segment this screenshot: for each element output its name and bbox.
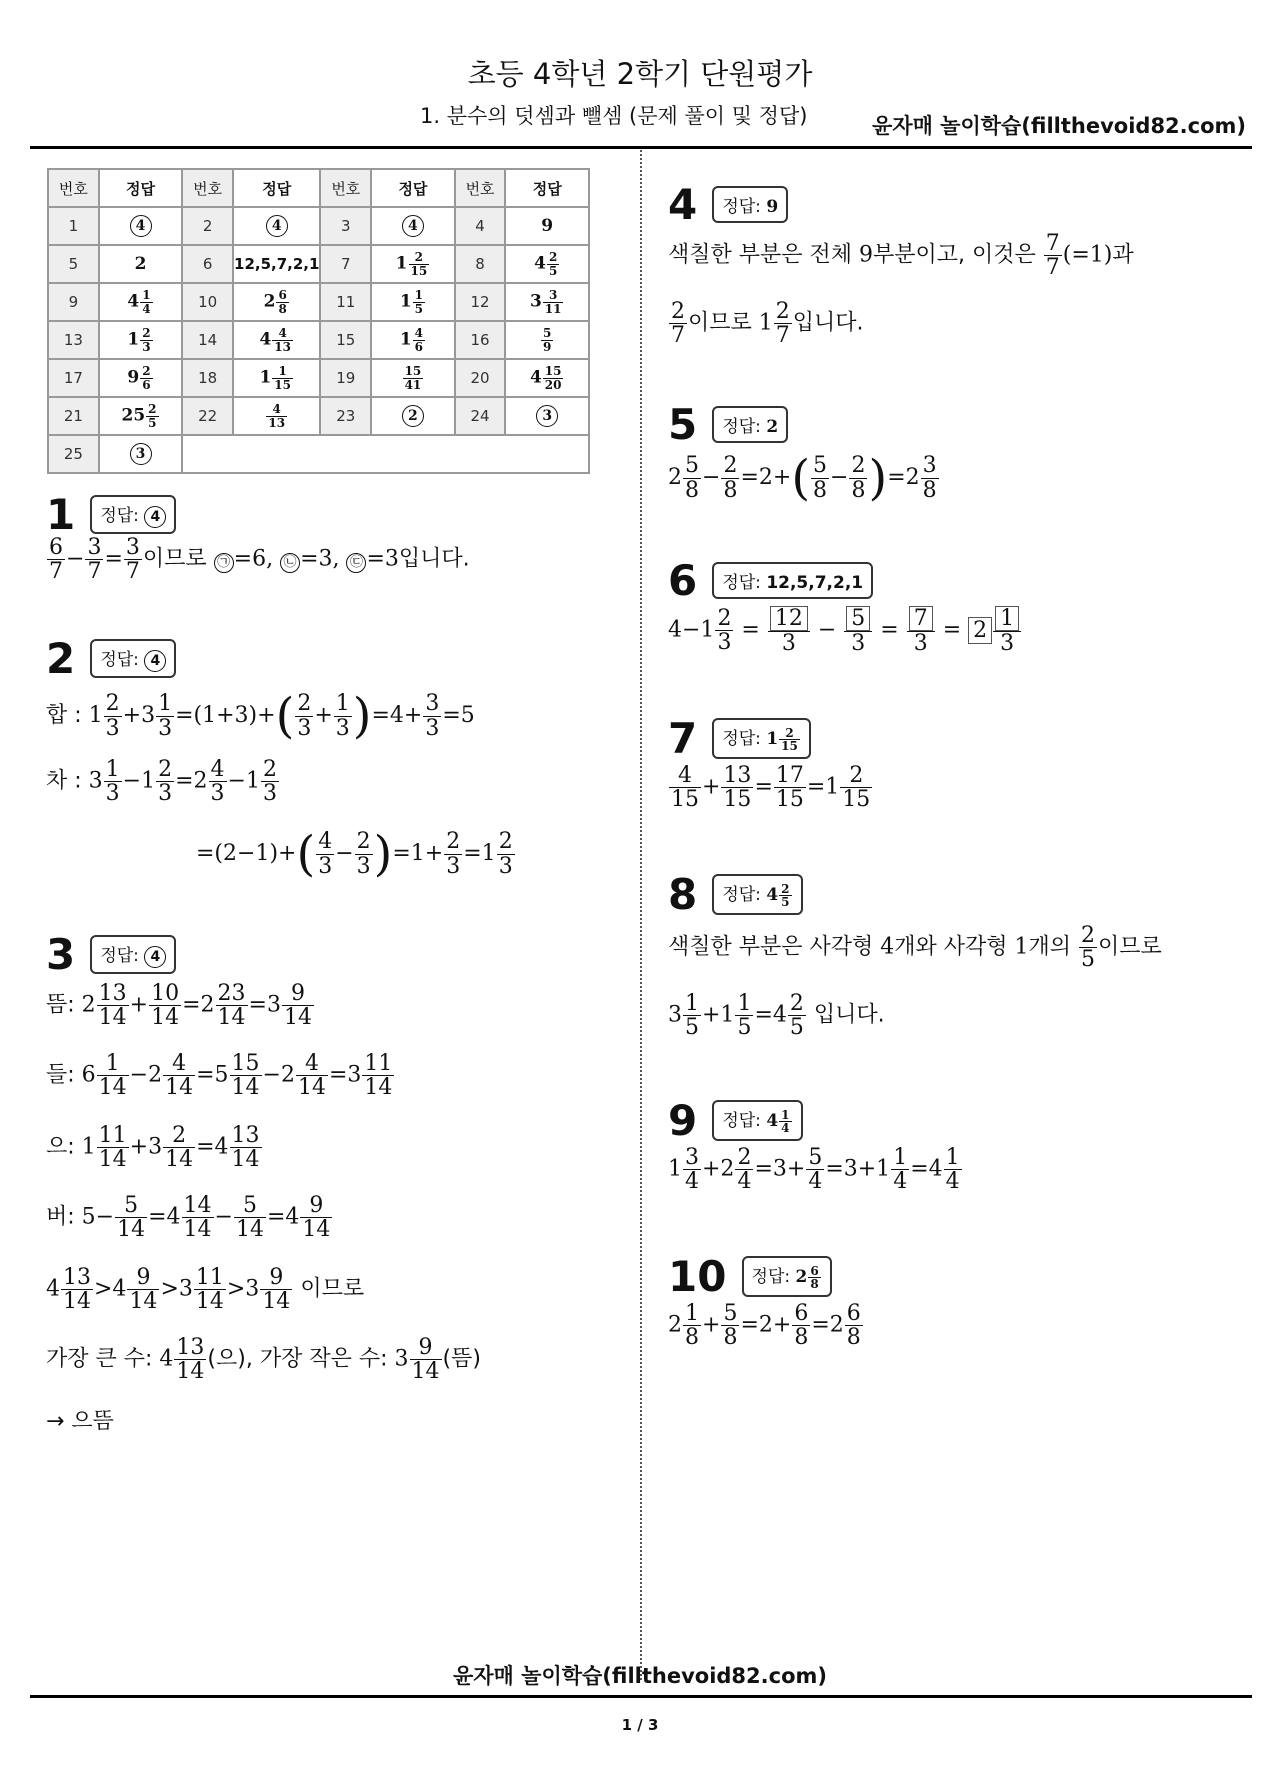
question-8-line2: 3 $\frac{1}{5}$ +1 $\frac{1}{5}$ =4 $\frac{2}{5}$ 입니다. [668,991,885,1041]
question-number: 10 [668,1252,727,1301]
answer-badge: 정답: 1 $\frac{2}{15}$ [712,718,811,759]
answer-cell: 2 [371,397,455,435]
question-number: 7 [668,714,698,763]
question-1-solution: $\frac{6}{7}$ − $\frac{3}{7}$ = $\frac{3}{7}$ 이므로 ㉠ =6, ㉡ =3, ㉢ =3입니다. [49,535,470,585]
answer-cell: 9 $\frac{2}{6}$ [99,359,183,397]
q-number: 10 [182,283,233,321]
q-number: 18 [182,359,233,397]
answer-cell: 1 $\frac{1}{5}$ [371,283,455,321]
question-9-header [668,1096,803,1145]
q-number: 14 [182,321,233,359]
q-number: 24 [455,397,506,435]
q-number: 3 [320,207,371,245]
answer-cell: 2 $\frac{6}{8}$ [233,283,320,321]
question-4-header [668,180,788,229]
column-divider [640,150,642,1680]
question-8-header [668,870,803,919]
question-6-header [668,556,873,605]
answer-cell: 4 $\frac{2}{5}$ [505,245,589,283]
header-number: 번호 [455,169,506,207]
q-number: 4 [455,207,506,245]
table-row [48,207,589,245]
q-number: 2 [182,207,233,245]
answer-cell: 12,5,7,2,1 [233,245,320,283]
q-number: 1 [48,207,99,245]
header-rule [30,146,1252,149]
question-5-solution: 2 $\frac{5}{8}$ − $\frac{2}{8}$ =2+( $\frac{5}{8}$ − $\frac{2}{8}$ )=2 $\frac{3}{8}$ [668,450,937,506]
answer-cell: 1 $\frac{1}{15}$ [233,359,320,397]
question-4-line1: 색칠한 부분은 전체 9부분이고, 이것은 $\frac{7}{7}$ (=1)과 [668,231,1134,281]
q-number: 9 [48,283,99,321]
question-number: 4 [668,180,698,229]
question-3-compare: 4 $\frac{13}{14}$ >4 $\frac{9}{14}$ >3 $\frac{11}{14}$ >3 $\frac{9}{14}$ 이므로 [46,1265,365,1315]
q-number: 19 [320,359,371,397]
header-answer: 정답 [233,169,320,207]
q-number: 22 [182,397,233,435]
answer-cell: 25 $\frac{2}{5}$ [99,397,183,435]
table-row [48,245,589,283]
question-number: 9 [668,1096,698,1145]
answer-cell: 4 $\frac{4}{13}$ [233,321,320,359]
table-row [48,321,589,359]
answer-cell: 4 [233,207,320,245]
question-3-result: → 으뜸 [46,1409,114,1434]
q-number: 16 [455,321,506,359]
answer-badge: 정답: 4 $\frac{2}{5}$ [712,874,802,915]
question-3-line-d: 버: 5− $\frac{5}{14}$ =4 $\frac{14}{14}$ − $\frac{5}{14}$ =4 $\frac{9}{14}$ [46,1193,331,1243]
q-number: 8 [455,245,506,283]
q-number: 25 [48,435,99,473]
header-number: 번호 [48,169,99,207]
question-7-solution: $\frac{4}{15}$ + $\frac{13}{15}$ = $\frac{17}{15}$ =1 $\frac{2}{15}$ [671,763,871,813]
answer-cell: 4 $\frac{15}{20}$ [505,359,589,397]
q-number: 12 [455,283,506,321]
question-1-header [46,490,176,539]
q-number: 5 [48,245,99,283]
q-number: 20 [455,359,506,397]
table-row [48,397,589,435]
question-10-solution: 2 $\frac{1}{8}$ + $\frac{5}{8}$ =2+ $\frac{6}{8}$ =2 $\frac{6}{8}$ [668,1301,861,1351]
table-row [48,283,589,321]
answer-badge: 정답: 9 [712,186,788,223]
question-number: 6 [668,556,698,605]
answer-cell: 3 [505,397,589,435]
table-row [48,435,589,473]
answer-badge: 정답: 2 $\frac{6}{8}$ [742,1256,832,1297]
table-row [48,359,589,397]
question-3-line-a: 뜸: 2 $\frac{13}{14}$ + $\frac{10}{14}$ =2 $\frac{23}{14}$ =3 $\frac{9}{14}$ [46,981,312,1031]
page-subtitle: 1. 분수의 덧셈과 뺄셈 (문제 풀이 및 정답) [420,104,808,128]
question-number: 2 [46,634,76,683]
question-3-line-c: 으: 1 $\frac{11}{14}$ +3 $\frac{2}{14}$ =4 $\frac{13}{14}$ [46,1123,260,1173]
question-2-diff-cont: =(2−1)+( $\frac{4}{3}$ − $\frac{2}{3}$ )=1+ $\frac{2}{3}$ =1 $\frac{2}{3}$ [196,826,513,882]
question-number: 8 [668,870,698,919]
header-number: 번호 [182,169,233,207]
answer-cell: 2 [99,245,183,283]
answer-cell: 9 [505,207,589,245]
question-number: 1 [46,490,76,539]
q-number: 15 [320,321,371,359]
question-2-header [46,634,176,683]
q-number: 7 [320,245,371,283]
q-number: 13 [48,321,99,359]
question-4-line2: $\frac{2}{7}$ 이므로 1 $\frac{2}{7}$ 입니다. [671,299,864,349]
table-header-row [48,169,589,207]
empty-cell [182,435,589,473]
header-answer: 정답 [99,169,183,207]
q-number: 23 [320,397,371,435]
answer-table [47,168,590,474]
answer-badge: 정답: 2 [712,406,788,443]
answer-badge: 정답: 4 [90,639,176,678]
q-number: 17 [48,359,99,397]
answer-badge: 정답: 4 [90,495,176,534]
footer-brand: 윤자매 놀이학습(fillthevoid82.com) [452,1664,827,1688]
answer-cell: $\frac{5}{9}$ [505,321,589,359]
q-number: 21 [48,397,99,435]
question-3-line-b: 들: 6 $\frac{1}{14}$ −2 $\frac{4}{14}$ =5 $\frac{15}{14}$ −2 $\frac{4}{14}$ =3 $\frac{11}{14}$ [46,1051,393,1101]
question-6-solution: 4−1 $\frac{2}{3}$ = $\frac{12}{3}$ − $\frac{5}{3}$ = $\frac{7}{3}$ = 2 $\frac{1}{3}$ [668,606,1022,655]
question-3-header [46,930,176,979]
question-number: 5 [668,400,698,449]
question-3-extremes: 가장 큰 수: 4 $\frac{13}{14}$ (으), 가장 작은 수: 3 $\frac{9}{14}$ (뜸) [46,1335,481,1385]
answer-cell: $\frac{15}{41}$ [371,359,455,397]
question-8-line1: 색칠한 부분은 사각형 4개와 사각형 1개의 $\frac{2}{5}$ 이므로 [668,923,1162,973]
answer-cell: 4 $\frac{1}{4}$ [99,283,183,321]
q-number: 11 [320,283,371,321]
q-number: 6 [182,245,233,283]
answer-badge: 정답: 12,5,7,2,1 [712,562,873,599]
question-7-header [668,714,811,763]
answer-cell: 1 $\frac{4}{6}$ [371,321,455,359]
answer-cell: 1 $\frac{2}{3}$ [99,321,183,359]
question-2-diff: 차 : 3 $\frac{1}{3}$ −1 $\frac{2}{3}$ =2 $\frac{4}{3}$ −1 $\frac{2}{3}$ [46,757,277,807]
answer-cell: 4 [371,207,455,245]
header-brand: 윤자매 놀이학습(fillthevoid82.com) [872,114,1247,138]
question-9-solution: 1 $\frac{3}{4}$ +2 $\frac{2}{4}$ =3+ $\frac{5}{4}$ =3+1 $\frac{1}{4}$ =4 $\frac{1}{4}$ [668,1145,960,1195]
answer-cell: 1 $\frac{2}{15}$ [371,245,455,283]
question-10-header [668,1252,832,1301]
question-number: 3 [46,930,76,979]
question-2-sum: 합 : 1 $\frac{2}{3}$ +3 $\frac{1}{3}$ =(1+3)+( $\frac{2}{3}$ + $\frac{1}{3}$ )=4+ $\frac{3}{3}$ =5 [46,688,475,744]
answer-cell: $\frac{4}{13}$ [233,397,320,435]
header-number: 번호 [320,169,371,207]
header-answer: 정답 [371,169,455,207]
question-5-header [668,400,788,449]
footer-rule [30,1695,1252,1698]
page-title: 초등 4학년 2학기 단원평가 [467,57,813,91]
answer-badge: 정답: 4 $\frac{1}{4}$ [712,1100,802,1141]
answer-badge: 정답: 4 [90,935,176,974]
page-number: 1 / 3 [621,1716,659,1734]
answer-cell: 3 $\frac{3}{11}$ [505,283,589,321]
answer-cell: 3 [99,435,183,473]
header-answer: 정답 [505,169,589,207]
answer-cell: 4 [99,207,183,245]
